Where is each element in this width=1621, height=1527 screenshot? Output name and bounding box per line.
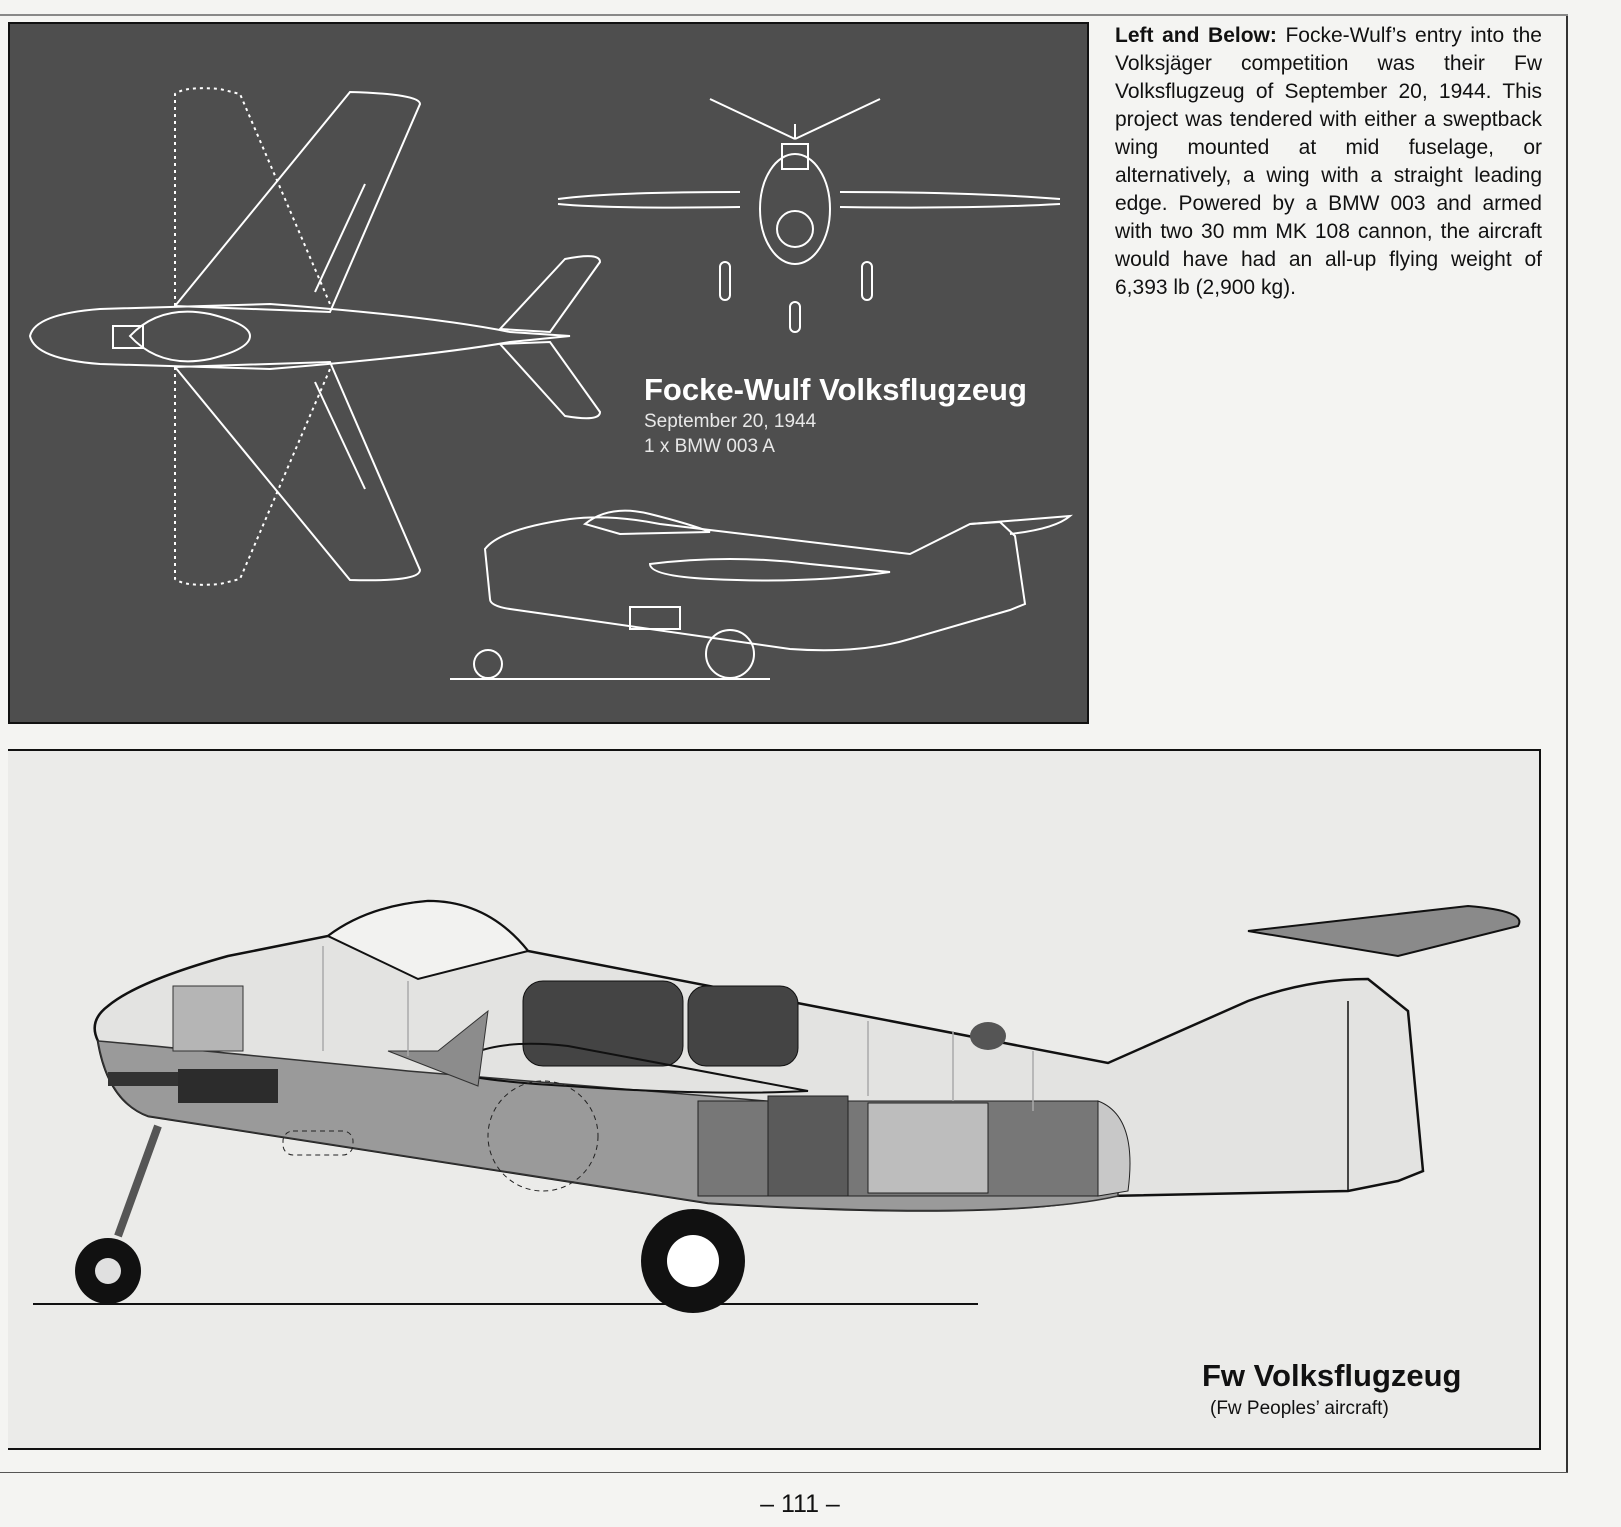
cutaway-drawing [8, 751, 1541, 1452]
caption-body: Focke-Wulf’s entry into the Volksjäger competition was their Fw Volksflugzeug of September 20, 1944. This project was tendered with either a sweptback wing mounted at mid fuselage, or alternatively, a wing with a straight leading edge. Powered by a BMW 003 and armed with two 30 mm MK 108 cannon, the aircraft would have had an all-up flying weight of 6,393 lb (2,900 kg). [1115, 24, 1542, 299]
top-rule [0, 14, 1568, 16]
front-view-nose-wheel [790, 302, 800, 332]
side-view-fuselage [485, 517, 1025, 650]
front-view-tail [710, 99, 880, 139]
top-view-fuselage [30, 304, 570, 369]
front-view-wheel-left [720, 262, 730, 300]
instrument-box [173, 986, 243, 1051]
top-view-lower-tailplane [500, 342, 600, 418]
blueprint-title: Focke-Wulf Volksflugzeug [644, 372, 1027, 407]
page-number: – 111 – [760, 1490, 840, 1518]
side-view-tailplane [970, 516, 1070, 534]
right-margin-rule [1566, 16, 1568, 1472]
cutaway-panel [8, 749, 1541, 1450]
side-view-wing [650, 559, 890, 580]
top-view-upper-wing [175, 92, 420, 312]
blueprint-engine: 1 x BMW 003 A [644, 436, 775, 457]
caption-lead: Left and Below: [1115, 24, 1277, 47]
side-view-nose-wheel [474, 650, 502, 678]
cutaway-title: Fw Volksflugzeug [1202, 1358, 1462, 1393]
top-view-alternate-wing [175, 88, 330, 585]
blueprint-three-view-panel [8, 22, 1089, 724]
horizontal-tail [1248, 906, 1519, 956]
top-view-canopy [130, 312, 250, 362]
figure-caption [1115, 22, 1542, 302]
blueprint-date: September 20, 1944 [644, 411, 817, 432]
front-view-wing [558, 192, 1060, 208]
front-view-wheel-right [862, 262, 872, 300]
cutaway-subtitle: (Fw Peoples’ aircraft) [1210, 1398, 1389, 1419]
nose-gear-strut [118, 1126, 158, 1236]
top-view-lower-wing [175, 362, 420, 580]
bottom-rule [0, 1472, 1568, 1473]
fuel-tank-2 [688, 986, 798, 1066]
side-view-main-wheel [706, 630, 754, 678]
top-view-upper-tailplane [500, 256, 600, 332]
front-view-intake [777, 211, 813, 247]
